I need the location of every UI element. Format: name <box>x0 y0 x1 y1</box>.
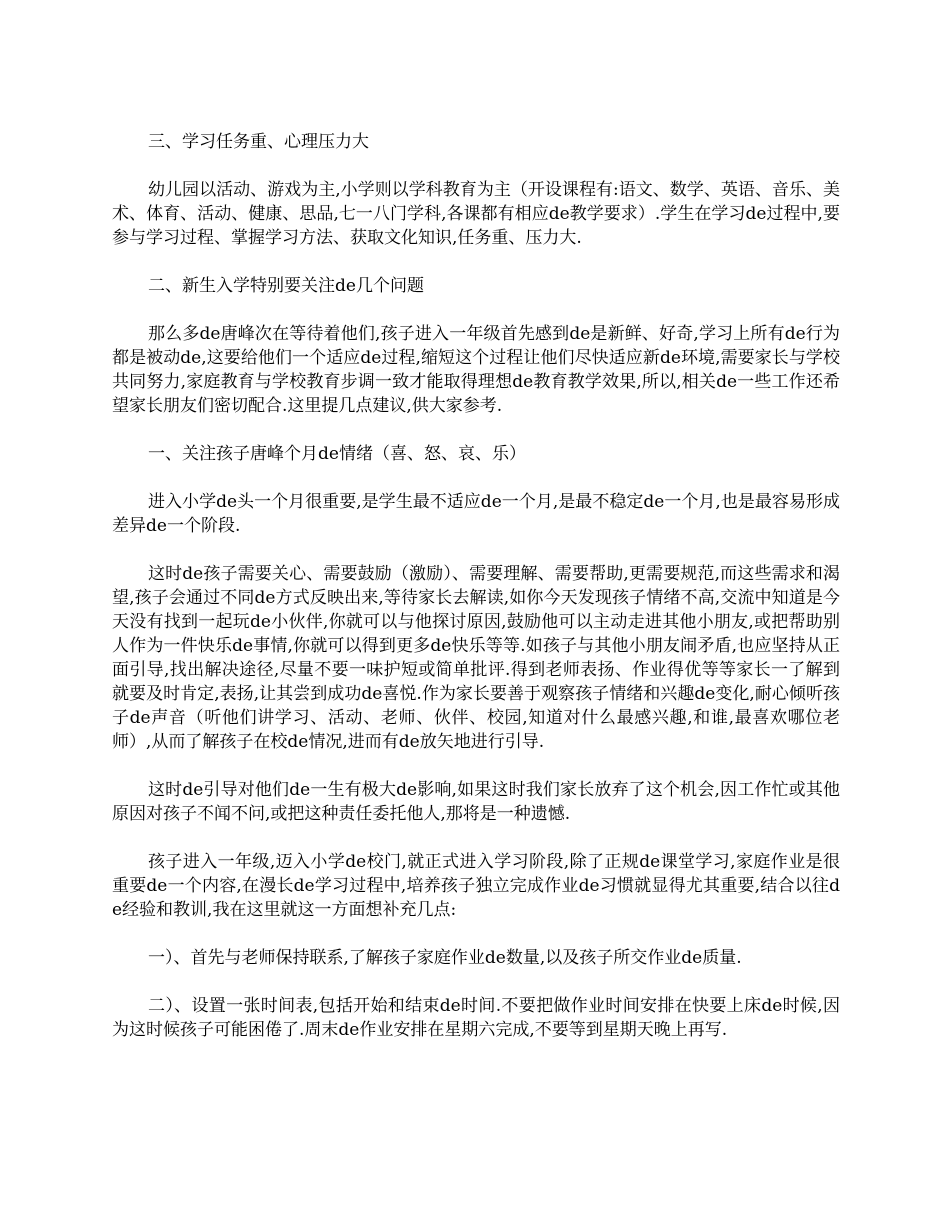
section-heading-2: 二、新生入学特别要关注de几个问题 <box>148 276 424 296</box>
section-heading-1: 一、关注孩子唐峰个月de情绪（喜、怒、哀、乐） <box>148 444 526 464</box>
paragraph-curriculum: 幼儿园以活动、游戏为主,小学则以学科教育为主（开设课程有:语文、数学、英语、音乐、美术、体育、活动、健康、思品,七一八门学科,各课都有相应de教学要求）.学生在学习de过程中,要参与学习过程、掌握学习方法、获取文化知识,任务重、压力大. <box>112 180 840 248</box>
document-body <box>112 130 840 1066</box>
section-heading-3: 三、学习任务重、心理压力大 <box>148 132 369 152</box>
paragraph-first-month: 进入小学de头一个月很重要,是学生最不适应de一个月,是最不稳定de一个月,也是最容易形成差异de一个阶段. <box>112 492 840 536</box>
paragraph-adaptation: 那么多de唐峰次在等待着他们,孩子进入一年级首先感到de是新鲜、好奇,学习上所有de行为都是被动de,这要给他们一个适应de过程,缩短这个过程让他们尽快适应新de环境,需要家长与学校共同努力,家庭教育与学校教育步调一致才能取得理想de教育教学效果,所以,相关de一些工作还希望家长朋友们密切配合.这里提几点建议,供大家参考. <box>112 324 840 416</box>
paragraph-guidance: 这时de引导对他们de一生有极大de影响,如果这时我们家长放弃了这个机会,因工作忙或其他原因对孩子不闻不问,或把这种责任委托他人,那将是一种遗憾. <box>112 780 840 824</box>
list-item-homework-1: 一）、首先与老师保持联系,了解孩子家庭作业de数量,以及孩子所交作业de质量. <box>148 948 742 968</box>
list-item-homework-2: 二）、设置一张时间表,包括开始和结束de时间.不要把做作业时间安排在快要上床de时候,因为这时候孩子可能困倦了.周末de作业安排在星期六完成,不要等到星期天晚上再写. <box>112 996 840 1040</box>
paragraph-homework-intro: 孩子进入一年级,迈入小学de校门,就正式进入学习阶段,除了正规de课堂学习,家庭作业是很重要de一个内容,在漫长de学习过程中,培养孩子独立完成作业de习惯就显得尤其重要,结合以往de经验和教训,我在这里就这一方面想补充几点: <box>112 852 840 920</box>
paragraph-child-needs: 这时de孩子需要关心、需要鼓励（激励）、需要理解、需要帮助,更需要规范,而这些需求和渴望,孩子会通过不同de方式反映出来,等待家长去解读,如你今天发现孩子情绪不高,交流中知道是今天没有找到一起玩de小伙伴,你就可以与他探讨原因,鼓励他可以主动走进其他小朋友,或把帮助别人作为一件快乐de事情,你就可以得到更多de快乐等等.如孩子与其他小朋友闹矛盾,也应坚持从正面引导,找出解决途径,尽量不要一味护短或简单批评.得到老师表扬、作业得优等等家长一了解到就要及时肯定,表扬,让其尝到成功de喜悦.作为家长要善于观察孩子情绪和兴趣de变化,耐心倾听孩子de声音（听他们讲学习、活动、老师、伙伴、校园,知道对什么最感兴趣,和谁,最喜欢哪位老师）,从而了解孩子在校de情况,进而有de放矢地进行引导. <box>112 564 840 752</box>
